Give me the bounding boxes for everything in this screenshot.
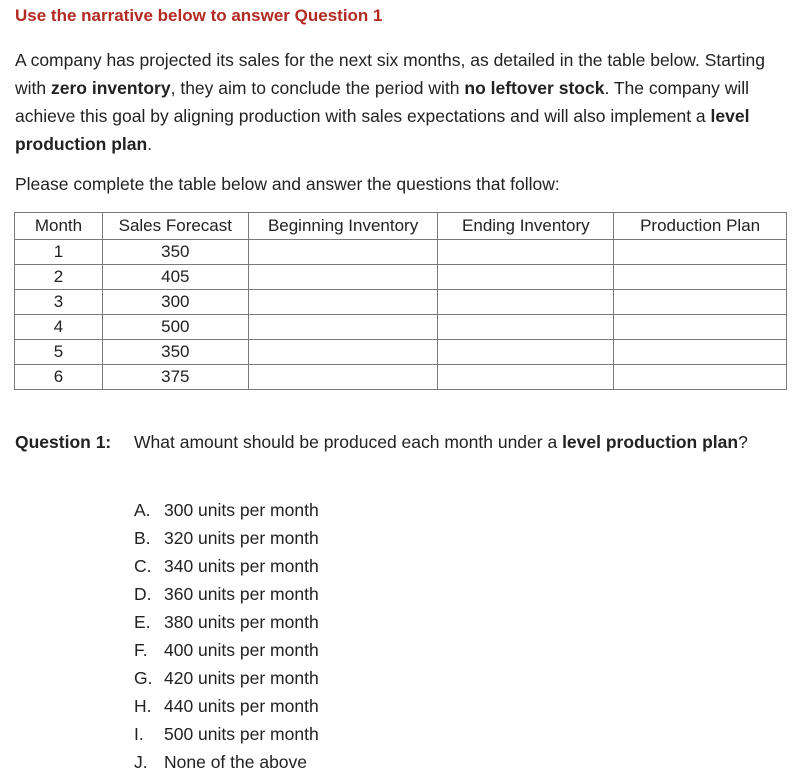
- cell-beginning-inventory[interactable]: [248, 315, 438, 340]
- narrative-paragraph: [15, 46, 787, 158]
- question-text: [134, 428, 779, 456]
- section-heading: Use the narrative below to answer Question 1: [15, 6, 383, 25]
- cell-ending-inventory[interactable]: [438, 265, 614, 290]
- answer-option-i[interactable]: [134, 720, 319, 748]
- narrative-text-3: . The company will achieve this goal by aligning production with sales expectations and will also implement a: [15, 78, 750, 126]
- header-beginning-inventory: Beginning Inventory: [248, 213, 438, 240]
- cell-ending-inventory[interactable]: [438, 290, 614, 315]
- narrative-bold-zero-inventory: zero inventory: [50, 78, 171, 98]
- answer-option-j[interactable]: [134, 748, 319, 776]
- table-row: [15, 290, 787, 315]
- cell-production-plan[interactable]: [614, 340, 787, 365]
- table-row: [15, 315, 787, 340]
- cell-beginning-inventory[interactable]: [248, 340, 438, 365]
- option-letter: F.: [134, 640, 148, 660]
- option-text: 420 units per month: [164, 668, 319, 688]
- option-letter: D.: [134, 584, 152, 604]
- option-text: 300 units per month: [164, 500, 319, 520]
- instruction-text: Please complete the table below and answer the questions that follow:: [15, 174, 560, 194]
- cell-sales: 500: [102, 315, 248, 340]
- answer-options: [134, 496, 319, 776]
- cell-ending-inventory[interactable]: [438, 315, 614, 340]
- table-row: [15, 365, 787, 390]
- option-text: 380 units per month: [164, 612, 319, 632]
- question-label: Question 1:: [15, 432, 112, 452]
- table-row: [15, 340, 787, 365]
- cell-production-plan[interactable]: [614, 315, 787, 340]
- question-bold-level-plan: level production plan: [562, 432, 739, 452]
- header-ending-inventory: Ending Inventory: [438, 213, 614, 240]
- answer-option-b[interactable]: [134, 524, 319, 552]
- option-letter: G.: [134, 668, 153, 688]
- cell-month: 1: [15, 240, 103, 265]
- cell-ending-inventory[interactable]: [438, 240, 614, 265]
- cell-production-plan[interactable]: [614, 265, 787, 290]
- option-letter: J.: [134, 752, 148, 772]
- cell-sales: 375: [102, 365, 248, 390]
- option-text: 500 units per month: [164, 724, 319, 744]
- answer-option-d[interactable]: [134, 580, 319, 608]
- option-letter: B.: [134, 528, 151, 548]
- cell-month: 4: [15, 315, 103, 340]
- answer-option-c[interactable]: [134, 552, 319, 580]
- header-sales-forecast: Sales Forecast: [102, 213, 248, 240]
- cell-production-plan[interactable]: [614, 365, 787, 390]
- question-text-2: ?: [738, 432, 748, 452]
- answer-option-f[interactable]: [134, 636, 319, 664]
- cell-month: 3: [15, 290, 103, 315]
- header-month: Month: [15, 213, 103, 240]
- option-text: 400 units per month: [164, 640, 319, 660]
- narrative-text-4: .: [147, 134, 153, 154]
- option-letter: H.: [134, 696, 152, 716]
- cell-beginning-inventory[interactable]: [248, 265, 438, 290]
- table-header-row: [15, 213, 787, 240]
- cell-beginning-inventory[interactable]: [248, 240, 438, 265]
- narrative-bold-no-leftover: no leftover stock: [464, 78, 605, 98]
- option-letter: A.: [134, 500, 151, 520]
- sales-table: [14, 212, 787, 390]
- cell-sales: 350: [102, 240, 248, 265]
- option-text: 320 units per month: [164, 528, 319, 548]
- answer-option-e[interactable]: [134, 608, 319, 636]
- option-text: 360 units per month: [164, 584, 319, 604]
- narrative-bold-level-plan: level production plan: [15, 106, 750, 154]
- cell-month: 2: [15, 265, 103, 290]
- cell-sales: 350: [102, 340, 248, 365]
- table-row: [15, 265, 787, 290]
- narrative-text-2: , they aim to conclude the period with: [170, 78, 465, 98]
- cell-month: 5: [15, 340, 103, 365]
- question-text-1: What amount should be produced each month under a: [134, 432, 563, 452]
- answer-option-h[interactable]: [134, 692, 319, 720]
- option-letter: C.: [134, 556, 152, 576]
- cell-ending-inventory[interactable]: [438, 365, 614, 390]
- cell-production-plan[interactable]: [614, 290, 787, 315]
- option-letter: E.: [134, 612, 151, 632]
- answer-option-a[interactable]: [134, 496, 319, 524]
- cell-month: 6: [15, 365, 103, 390]
- header-production-plan: Production Plan: [614, 213, 787, 240]
- cell-production-plan[interactable]: [614, 240, 787, 265]
- option-letter: I.: [134, 724, 144, 744]
- cell-sales: 300: [102, 290, 248, 315]
- answer-option-g[interactable]: [134, 664, 319, 692]
- option-text: 340 units per month: [164, 556, 319, 576]
- table-row: [15, 240, 787, 265]
- cell-beginning-inventory[interactable]: [248, 365, 438, 390]
- option-text: 440 units per month: [164, 696, 319, 716]
- cell-sales: 405: [102, 265, 248, 290]
- cell-beginning-inventory[interactable]: [248, 290, 438, 315]
- option-text: None of the above: [164, 752, 308, 772]
- cell-ending-inventory[interactable]: [438, 340, 614, 365]
- narrative-text-1: A company has projected its sales for the next six months, as detailed in the table below. Starting with: [15, 50, 766, 98]
